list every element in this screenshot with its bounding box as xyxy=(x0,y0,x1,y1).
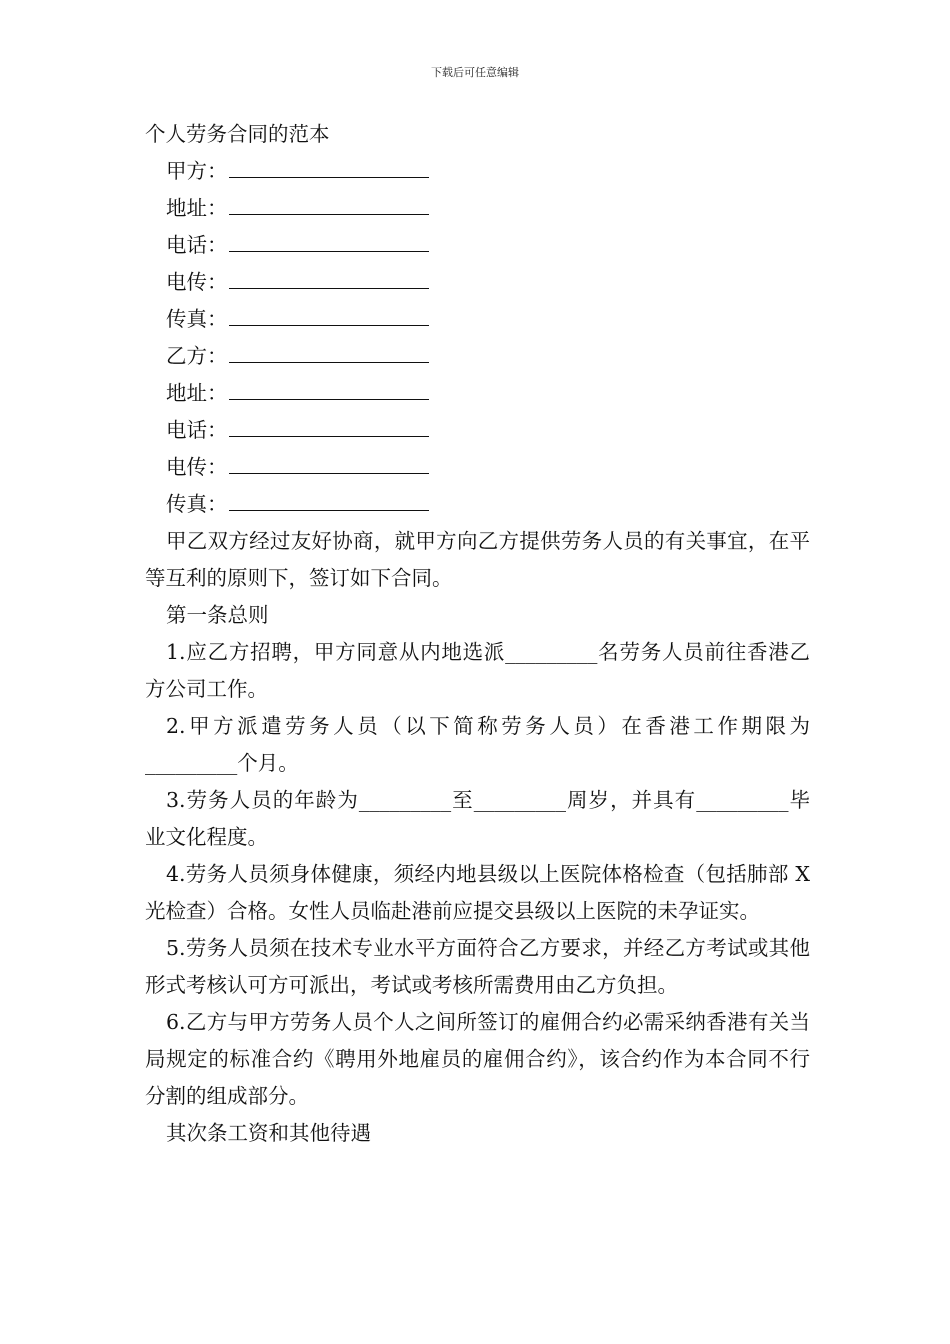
clause-4: 4.劳务人员须身体健康，须经内地县级以上医院体格检查（包括肺部 X 光检查）合格。女性人员临赴港前应提交县级以上医院的未孕证实。 xyxy=(145,862,810,923)
party-a-fax-field xyxy=(145,301,810,338)
field-label: 地址： xyxy=(166,381,228,405)
document-body xyxy=(145,116,810,1152)
party-b-address-field xyxy=(145,375,810,412)
clause-3: 3.劳务人员的年龄为_________至_________周岁，并具有_________毕业文化程度。 xyxy=(145,788,810,849)
field-label: 传真： xyxy=(166,307,228,331)
blank-line xyxy=(229,324,429,326)
document-title: 个人劳务合同的范本 xyxy=(145,122,330,146)
blank-line xyxy=(229,435,429,437)
party-a-name-field xyxy=(145,153,810,190)
field-label: 电传： xyxy=(166,270,228,294)
party-b-phone-field xyxy=(145,412,810,449)
party-b-telex-field xyxy=(145,449,810,486)
article-2-heading: 其次条工资和其他待遇 xyxy=(166,1121,371,1145)
blank-line xyxy=(229,287,429,289)
field-label: 乙方： xyxy=(166,344,228,368)
article-1-heading: 第一条总则 xyxy=(166,603,269,627)
field-label: 甲方： xyxy=(166,159,228,183)
page-header-note: 下载后可任意编辑 xyxy=(431,66,519,79)
field-label: 电传： xyxy=(166,455,228,479)
party-a-phone-field xyxy=(145,227,810,264)
blank-line xyxy=(229,176,429,178)
party-a-address-field xyxy=(145,190,810,227)
blank-line xyxy=(229,361,429,363)
blank-line xyxy=(229,509,429,511)
field-label: 传真： xyxy=(166,492,228,516)
clause-5: 5.劳务人员须在技术专业水平方面符合乙方要求，并经乙方考试或其他形式考核认可方可派出，考试或考核所需费用由乙方负担。 xyxy=(145,936,810,997)
field-label: 电话： xyxy=(166,233,228,257)
party-b-name-field xyxy=(145,338,810,375)
field-label: 地址： xyxy=(166,196,228,220)
field-label: 电话： xyxy=(166,418,228,442)
clause-2: 2.甲方派遣劳务人员（以下简称劳务人员）在香港工作期限为_________个月。 xyxy=(145,714,810,775)
party-b-fax-field xyxy=(145,486,810,523)
clause-1: 1.应乙方招聘，甲方同意从内地选派_________名劳务人员前往香港乙方公司工作。 xyxy=(145,640,810,701)
preamble-paragraph: 甲乙双方经过友好协商，就甲方向乙方提供劳务人员的有关事宜，在平等互利的原则下，签订如下合同。 xyxy=(145,529,810,590)
blank-line xyxy=(229,398,429,400)
clause-6: 6.乙方与甲方劳务人员个人之间所签订的雇佣合约必需采纳香港有关当局规定的标准合约《聘用外地雇员的雇佣合约》，该合约作为本合同不行分割的组成部分。 xyxy=(145,1010,810,1108)
blank-line xyxy=(229,250,429,252)
party-a-telex-field xyxy=(145,264,810,301)
blank-line xyxy=(229,472,429,474)
blank-line xyxy=(229,213,429,215)
